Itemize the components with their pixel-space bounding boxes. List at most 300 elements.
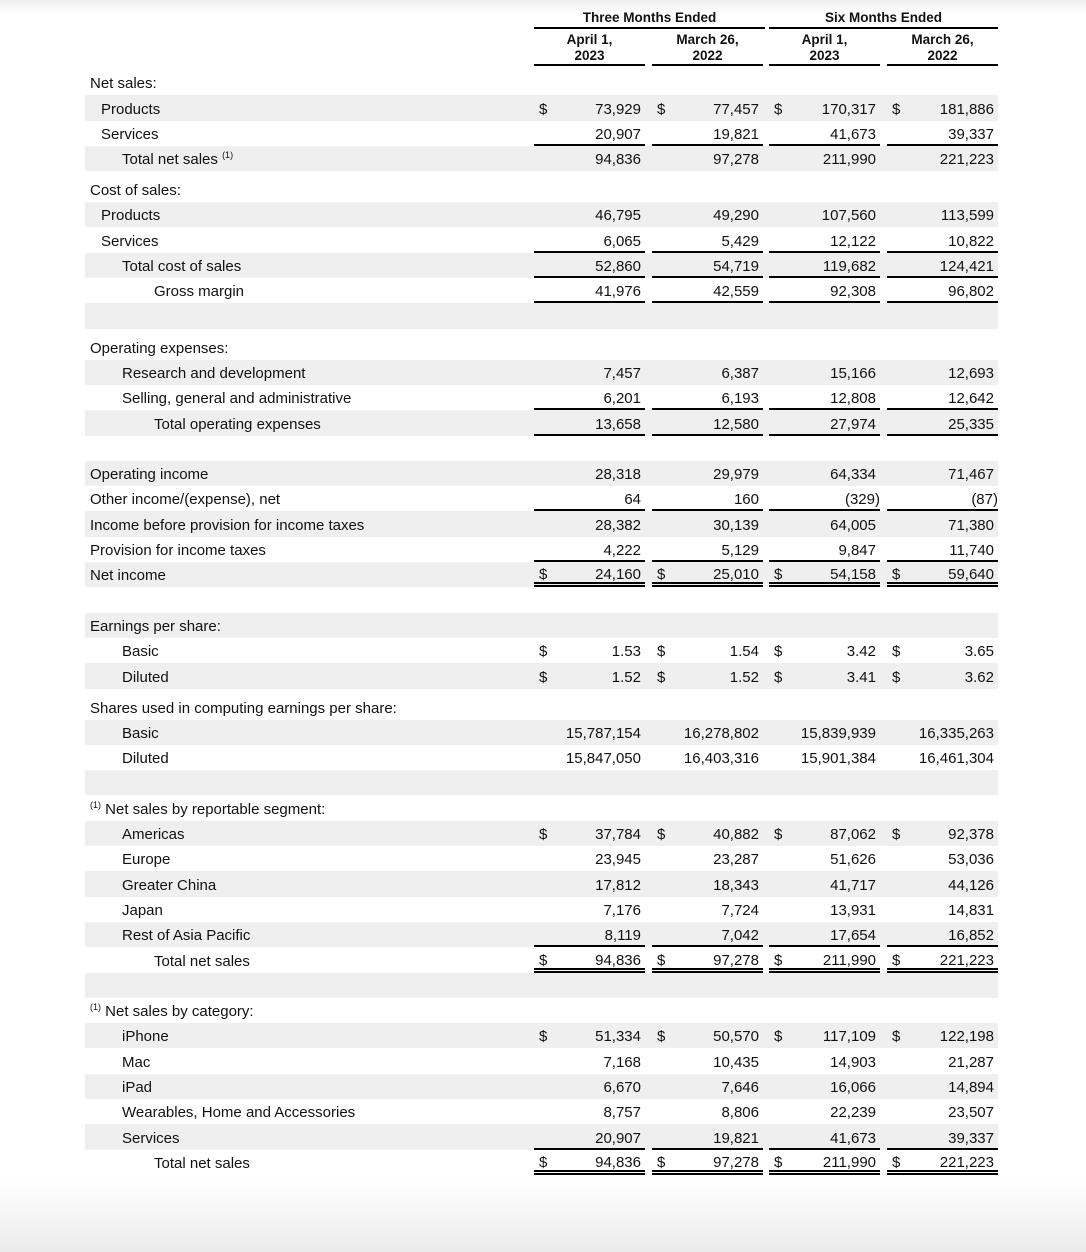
row-label-text: Services: [101, 232, 159, 250]
value-cell: [887, 1048, 998, 1073]
value: 54,719: [713, 258, 759, 276]
currency-symbol: $: [892, 826, 901, 844]
value: 17,812: [595, 876, 641, 894]
value: 12,693: [948, 364, 994, 382]
row-label-text: Net sales by reportable segment:: [105, 800, 326, 818]
value: 87,062: [830, 826, 876, 844]
value: 221,223: [939, 1153, 994, 1171]
value-cell: [887, 846, 998, 871]
value: 28,382: [595, 516, 641, 534]
value: (329): [844, 491, 880, 509]
value: 5,429: [721, 232, 759, 250]
value-cell: [887, 227, 998, 252]
currency-symbol: $: [657, 643, 666, 661]
row-label-text: Shares used in computing earnings per share:: [90, 699, 397, 717]
value-cell: [769, 1048, 880, 1073]
value-cell: [887, 1124, 998, 1149]
value-cell: [534, 947, 645, 972]
value: 22,239: [830, 1104, 876, 1122]
spacer-row: [85, 436, 998, 461]
column-header: [534, 32, 645, 66]
value-cell: [652, 1099, 763, 1124]
currency-symbol: $: [774, 826, 783, 844]
spacer-row: [85, 587, 998, 612]
row-label: [90, 796, 325, 819]
value: 28,318: [595, 466, 641, 484]
value-cell: [534, 461, 645, 486]
row-label: [101, 233, 159, 251]
value: 27,974: [830, 415, 876, 433]
value: 25,335: [948, 415, 994, 433]
value: 41,717: [830, 876, 876, 894]
value: 44,126: [948, 876, 994, 894]
value: 8,806: [721, 1104, 759, 1122]
table-row: [85, 486, 998, 511]
value-cell: [652, 947, 763, 972]
currency-symbol: $: [539, 643, 548, 661]
row-label-text: Basic: [122, 724, 159, 742]
row-label: [122, 1104, 355, 1122]
value: 119,682: [822, 258, 876, 276]
value-cell: [887, 278, 998, 303]
value-cell: [887, 1023, 998, 1048]
value: 24,160: [595, 566, 641, 584]
value-cell: [769, 897, 880, 922]
value: 12,580: [713, 415, 759, 433]
value-cell: [534, 146, 645, 171]
value-cell: [534, 486, 645, 511]
row-label: [122, 877, 216, 895]
value-cell: [652, 663, 763, 688]
row-label: [122, 643, 159, 661]
value: 16,403,316: [683, 750, 759, 768]
row-label-text: Total cost of sales: [122, 258, 242, 276]
value: 97,278: [713, 951, 759, 969]
value-cell: [887, 511, 998, 536]
value: 1.52: [611, 668, 641, 686]
value-cell: [652, 1124, 763, 1149]
currency-symbol: $: [892, 100, 901, 118]
value: 54,158: [830, 566, 876, 584]
value: 10,435: [713, 1053, 759, 1071]
value: 221,223: [939, 951, 994, 969]
value: 122,198: [939, 1028, 994, 1046]
value: 21,287: [948, 1053, 994, 1071]
value-cell: [652, 821, 763, 846]
value-cell: [652, 1074, 763, 1099]
value-cell: [769, 461, 880, 486]
currency-symbol: $: [774, 643, 783, 661]
row-label-text: Operating expenses:: [90, 339, 229, 357]
value: 49,290: [713, 207, 759, 225]
row-label: [122, 365, 305, 383]
value-cell: [534, 663, 645, 688]
value: (87): [971, 491, 998, 509]
row-label: [122, 725, 159, 743]
table-row: [85, 537, 998, 562]
value-cell: [652, 360, 763, 385]
value-cell: [534, 821, 645, 846]
value: 18,343: [713, 876, 759, 894]
row-label-text: Net sales:: [90, 75, 157, 93]
table-row: [85, 227, 998, 252]
value: 170,317: [821, 100, 876, 118]
value: 7,457: [603, 364, 641, 382]
table-row: [85, 795, 998, 820]
row-label: [122, 1054, 150, 1072]
table-row: [85, 1048, 998, 1073]
value: 113,599: [940, 207, 994, 225]
value-cell: [534, 121, 645, 146]
value: 64: [624, 491, 641, 509]
value: 19,821: [713, 125, 759, 143]
table-row: [85, 385, 998, 410]
value: 51,334: [595, 1028, 641, 1046]
value: 17,654: [830, 927, 876, 945]
column-header-date: April 1,: [801, 32, 848, 47]
value: 23,945: [595, 851, 641, 869]
table-row: [85, 253, 998, 278]
row-label: [90, 466, 208, 484]
value-cell: [887, 720, 998, 745]
value-cell: [769, 278, 880, 303]
value: 107,560: [821, 207, 876, 225]
value: 14,831: [948, 901, 994, 919]
row-label-text: Total net sales: [122, 151, 218, 169]
value: 8,119: [604, 927, 641, 945]
value-cell: [652, 745, 763, 770]
table-row: [85, 1150, 998, 1175]
currency-symbol: $: [774, 668, 783, 686]
value: 41,673: [830, 1129, 876, 1147]
row-label: [90, 340, 228, 358]
value-cell: [887, 821, 998, 846]
table-row: [85, 360, 998, 385]
row-label: [154, 416, 321, 434]
currency-symbol: $: [657, 826, 666, 844]
value-cell: [769, 663, 880, 688]
row-label-text: Services: [101, 125, 159, 143]
row-label: [154, 953, 250, 971]
row-label-text: Selling, general and administrative: [122, 390, 352, 408]
row-label-text: Research and development: [122, 364, 306, 382]
value-cell: [769, 1124, 880, 1149]
row-label-text: Basic: [122, 643, 159, 661]
value: 124,421: [939, 258, 994, 276]
table-header: [85, 0, 998, 70]
value-cell: [534, 537, 645, 562]
value-cell: [652, 511, 763, 536]
row-label-text: Net sales by category:: [105, 1003, 254, 1021]
table-row: [85, 1099, 998, 1124]
column-header: [652, 32, 763, 66]
table-row: [85, 720, 998, 745]
value: 8,757: [603, 1104, 641, 1122]
value: 6,670: [603, 1078, 641, 1096]
value-cell: [652, 871, 763, 896]
row-label-text: iPhone: [122, 1028, 169, 1046]
currency-symbol: $: [657, 951, 666, 969]
value-cell: [769, 947, 880, 972]
value: 23,287: [713, 851, 759, 869]
row-label: [122, 750, 169, 768]
table-row: [85, 562, 998, 587]
row-label: [90, 182, 181, 200]
value-cell: [769, 871, 880, 896]
value-cell: [769, 720, 880, 745]
value: 3.65: [964, 643, 994, 661]
value-cell: [887, 638, 998, 663]
value: 211,990: [822, 151, 876, 169]
value: 15,901,384: [800, 750, 876, 768]
value-cell: [534, 1074, 645, 1099]
spacer-row: [85, 770, 998, 795]
value-cell: [769, 410, 880, 435]
table-row: [85, 146, 998, 171]
value-cell: [769, 821, 880, 846]
table-row: [85, 278, 998, 303]
row-label-text: Operating income: [90, 466, 209, 484]
row-label-text: Wearables, Home and Accessories: [122, 1104, 356, 1122]
table-row: [85, 95, 998, 120]
row-label: [122, 669, 169, 687]
value-cell: [887, 537, 998, 562]
value-cell: [652, 720, 763, 745]
value: 16,335,263: [918, 724, 994, 742]
column-header-year: 2022: [927, 48, 958, 63]
value-cell: [652, 1023, 763, 1048]
row-label-text: Total operating expenses: [154, 415, 321, 433]
value: 46,795: [595, 207, 641, 225]
currency-symbol: $: [539, 826, 548, 844]
row-label-text: Total net sales: [154, 952, 250, 970]
value-cell: [769, 227, 880, 252]
value-cell: [652, 846, 763, 871]
table-row: [85, 663, 998, 688]
row-label: [122, 390, 351, 408]
table-row: [85, 70, 998, 95]
value: 64,005: [830, 516, 876, 534]
value: 160: [733, 491, 759, 509]
currency-symbol: $: [774, 1028, 783, 1046]
value-cell: [887, 1150, 998, 1175]
value: 15,787,154: [565, 724, 641, 742]
value-cell: [769, 202, 880, 227]
column-header-date: March 26,: [911, 32, 974, 47]
value-cell: [534, 1099, 645, 1124]
value-cell: [534, 922, 645, 947]
table-row: [85, 329, 998, 360]
value-cell: [534, 745, 645, 770]
value: 29,979: [713, 466, 759, 484]
value-cell: [769, 922, 880, 947]
table-row: [85, 121, 998, 146]
value-cell: [887, 897, 998, 922]
value-cell: [652, 897, 763, 922]
value-cell: [652, 121, 763, 146]
value-cell: [887, 253, 998, 278]
value-cell: [652, 638, 763, 663]
value-cell: [534, 846, 645, 871]
value-cell: [534, 202, 645, 227]
row-label-text: iPad: [122, 1078, 153, 1096]
value-cell: [769, 1023, 880, 1048]
currency-symbol: $: [774, 951, 783, 969]
table-row: [85, 202, 998, 227]
row-label: [90, 700, 397, 718]
value-cell: [887, 1074, 998, 1099]
row-label: [101, 126, 159, 144]
value: 73,929: [595, 100, 641, 118]
currency-symbol: $: [774, 1153, 783, 1171]
table-row: [85, 1023, 998, 1048]
value: 3.41: [846, 668, 876, 686]
value: 71,467: [948, 466, 994, 484]
value-cell: [534, 410, 645, 435]
value-cell: [534, 720, 645, 745]
value: 211,990: [822, 951, 876, 969]
table-row: [85, 897, 998, 922]
row-label: [90, 618, 221, 636]
value-cell: [769, 146, 880, 171]
value-cell: [887, 121, 998, 146]
row-label-text: Products: [101, 100, 161, 118]
currency-symbol: $: [539, 951, 548, 969]
value-cell: [652, 922, 763, 947]
table-row: [85, 613, 998, 638]
value-cell: [652, 461, 763, 486]
table-row: [85, 871, 998, 896]
currency-symbol: $: [657, 1153, 666, 1171]
value-cell: [769, 846, 880, 871]
value-cell: [652, 202, 763, 227]
value: 25,010: [713, 566, 759, 584]
currency-symbol: $: [539, 668, 548, 686]
column-header-year: 2023: [809, 48, 840, 63]
column-header-date: March 26,: [676, 32, 739, 47]
value: 39,337: [948, 1129, 994, 1147]
row-label: [90, 491, 280, 509]
value: 7,176: [603, 901, 641, 919]
value-cell: [534, 253, 645, 278]
column-header: [887, 32, 998, 66]
row-label: [122, 826, 185, 844]
row-label: [90, 998, 254, 1021]
row-label-text: Gross margin: [154, 283, 245, 301]
value: 181,886: [939, 100, 994, 118]
row-label-text: Cost of sales:: [90, 182, 181, 200]
value: 12,122: [830, 232, 876, 250]
value-cell: [769, 360, 880, 385]
value-cell: [534, 562, 645, 587]
value: 92,378: [948, 826, 994, 844]
currency-symbol: $: [539, 100, 548, 118]
value-cell: [887, 1099, 998, 1124]
value: 6,201: [603, 390, 641, 408]
value: 14,903: [830, 1053, 876, 1071]
row-label: [122, 851, 170, 869]
value: 37,784: [595, 826, 641, 844]
value: 211,990: [822, 1153, 876, 1171]
row-label: [101, 101, 160, 119]
row-label: [90, 567, 166, 585]
currency-symbol: $: [892, 668, 901, 686]
value-cell: [652, 1150, 763, 1175]
value: 50,570: [713, 1028, 759, 1046]
value: 117,109: [822, 1028, 876, 1046]
currency-symbol: $: [892, 1153, 901, 1171]
value-cell: [652, 146, 763, 171]
value-cell: [769, 1074, 880, 1099]
value: 16,461,304: [918, 750, 994, 768]
footnote-marker: (1): [90, 799, 101, 810]
value: 221,223: [939, 151, 994, 169]
value-cell: [769, 95, 880, 120]
row-label-text: Total net sales: [154, 1154, 250, 1172]
value: 1.52: [729, 668, 759, 686]
footnote-marker: (1): [222, 150, 234, 161]
value: 97,278: [713, 151, 759, 169]
row-label-text: Net income: [90, 567, 166, 585]
currency-symbol: $: [657, 100, 666, 118]
row-label: [122, 902, 163, 920]
value-cell: [534, 1048, 645, 1073]
value: 7,724: [721, 901, 759, 919]
value-cell: [887, 947, 998, 972]
currency-symbol: $: [892, 643, 901, 661]
spacer-row: [85, 973, 998, 998]
value: 42,559: [713, 283, 759, 301]
value: 97,278: [713, 1153, 759, 1171]
column-header-date: April 1,: [566, 32, 613, 47]
row-label-text: Diluted: [122, 750, 169, 768]
value: 59,640: [948, 566, 994, 584]
table-row: [85, 947, 998, 972]
value: 30,139: [713, 516, 759, 534]
value: 41,976: [595, 283, 641, 301]
value: 11,740: [949, 542, 994, 560]
value-cell: [887, 202, 998, 227]
value: 16,278,802: [683, 724, 759, 742]
value-cell: [534, 1023, 645, 1048]
value: 71,380: [948, 516, 994, 534]
row-label-text: Income before provision for income taxes: [90, 516, 365, 534]
value-cell: [887, 360, 998, 385]
value-cell: [652, 410, 763, 435]
value-cell: [652, 1048, 763, 1073]
value: 39,337: [948, 125, 994, 143]
value-cell: [769, 1150, 880, 1175]
group-header-six-months: Six Months Ended: [769, 9, 998, 29]
value-cell: [769, 121, 880, 146]
value: 94,836: [595, 151, 641, 169]
value-cell: [769, 486, 880, 511]
row-label: [90, 517, 364, 535]
row-label-text: Rest of Asia Pacific: [122, 927, 251, 945]
table-row: [85, 511, 998, 536]
table-row: [85, 461, 998, 486]
table-row: [85, 410, 998, 435]
value-cell: [769, 511, 880, 536]
value: 7,168: [603, 1053, 641, 1071]
currency-symbol: $: [539, 1028, 548, 1046]
value-cell: [534, 1124, 645, 1149]
column-header-year: 2022: [692, 48, 723, 63]
value: 15,847,050: [565, 750, 641, 768]
table-row: [85, 1124, 998, 1149]
table-row: [85, 171, 998, 202]
value: 1.54: [729, 643, 759, 661]
